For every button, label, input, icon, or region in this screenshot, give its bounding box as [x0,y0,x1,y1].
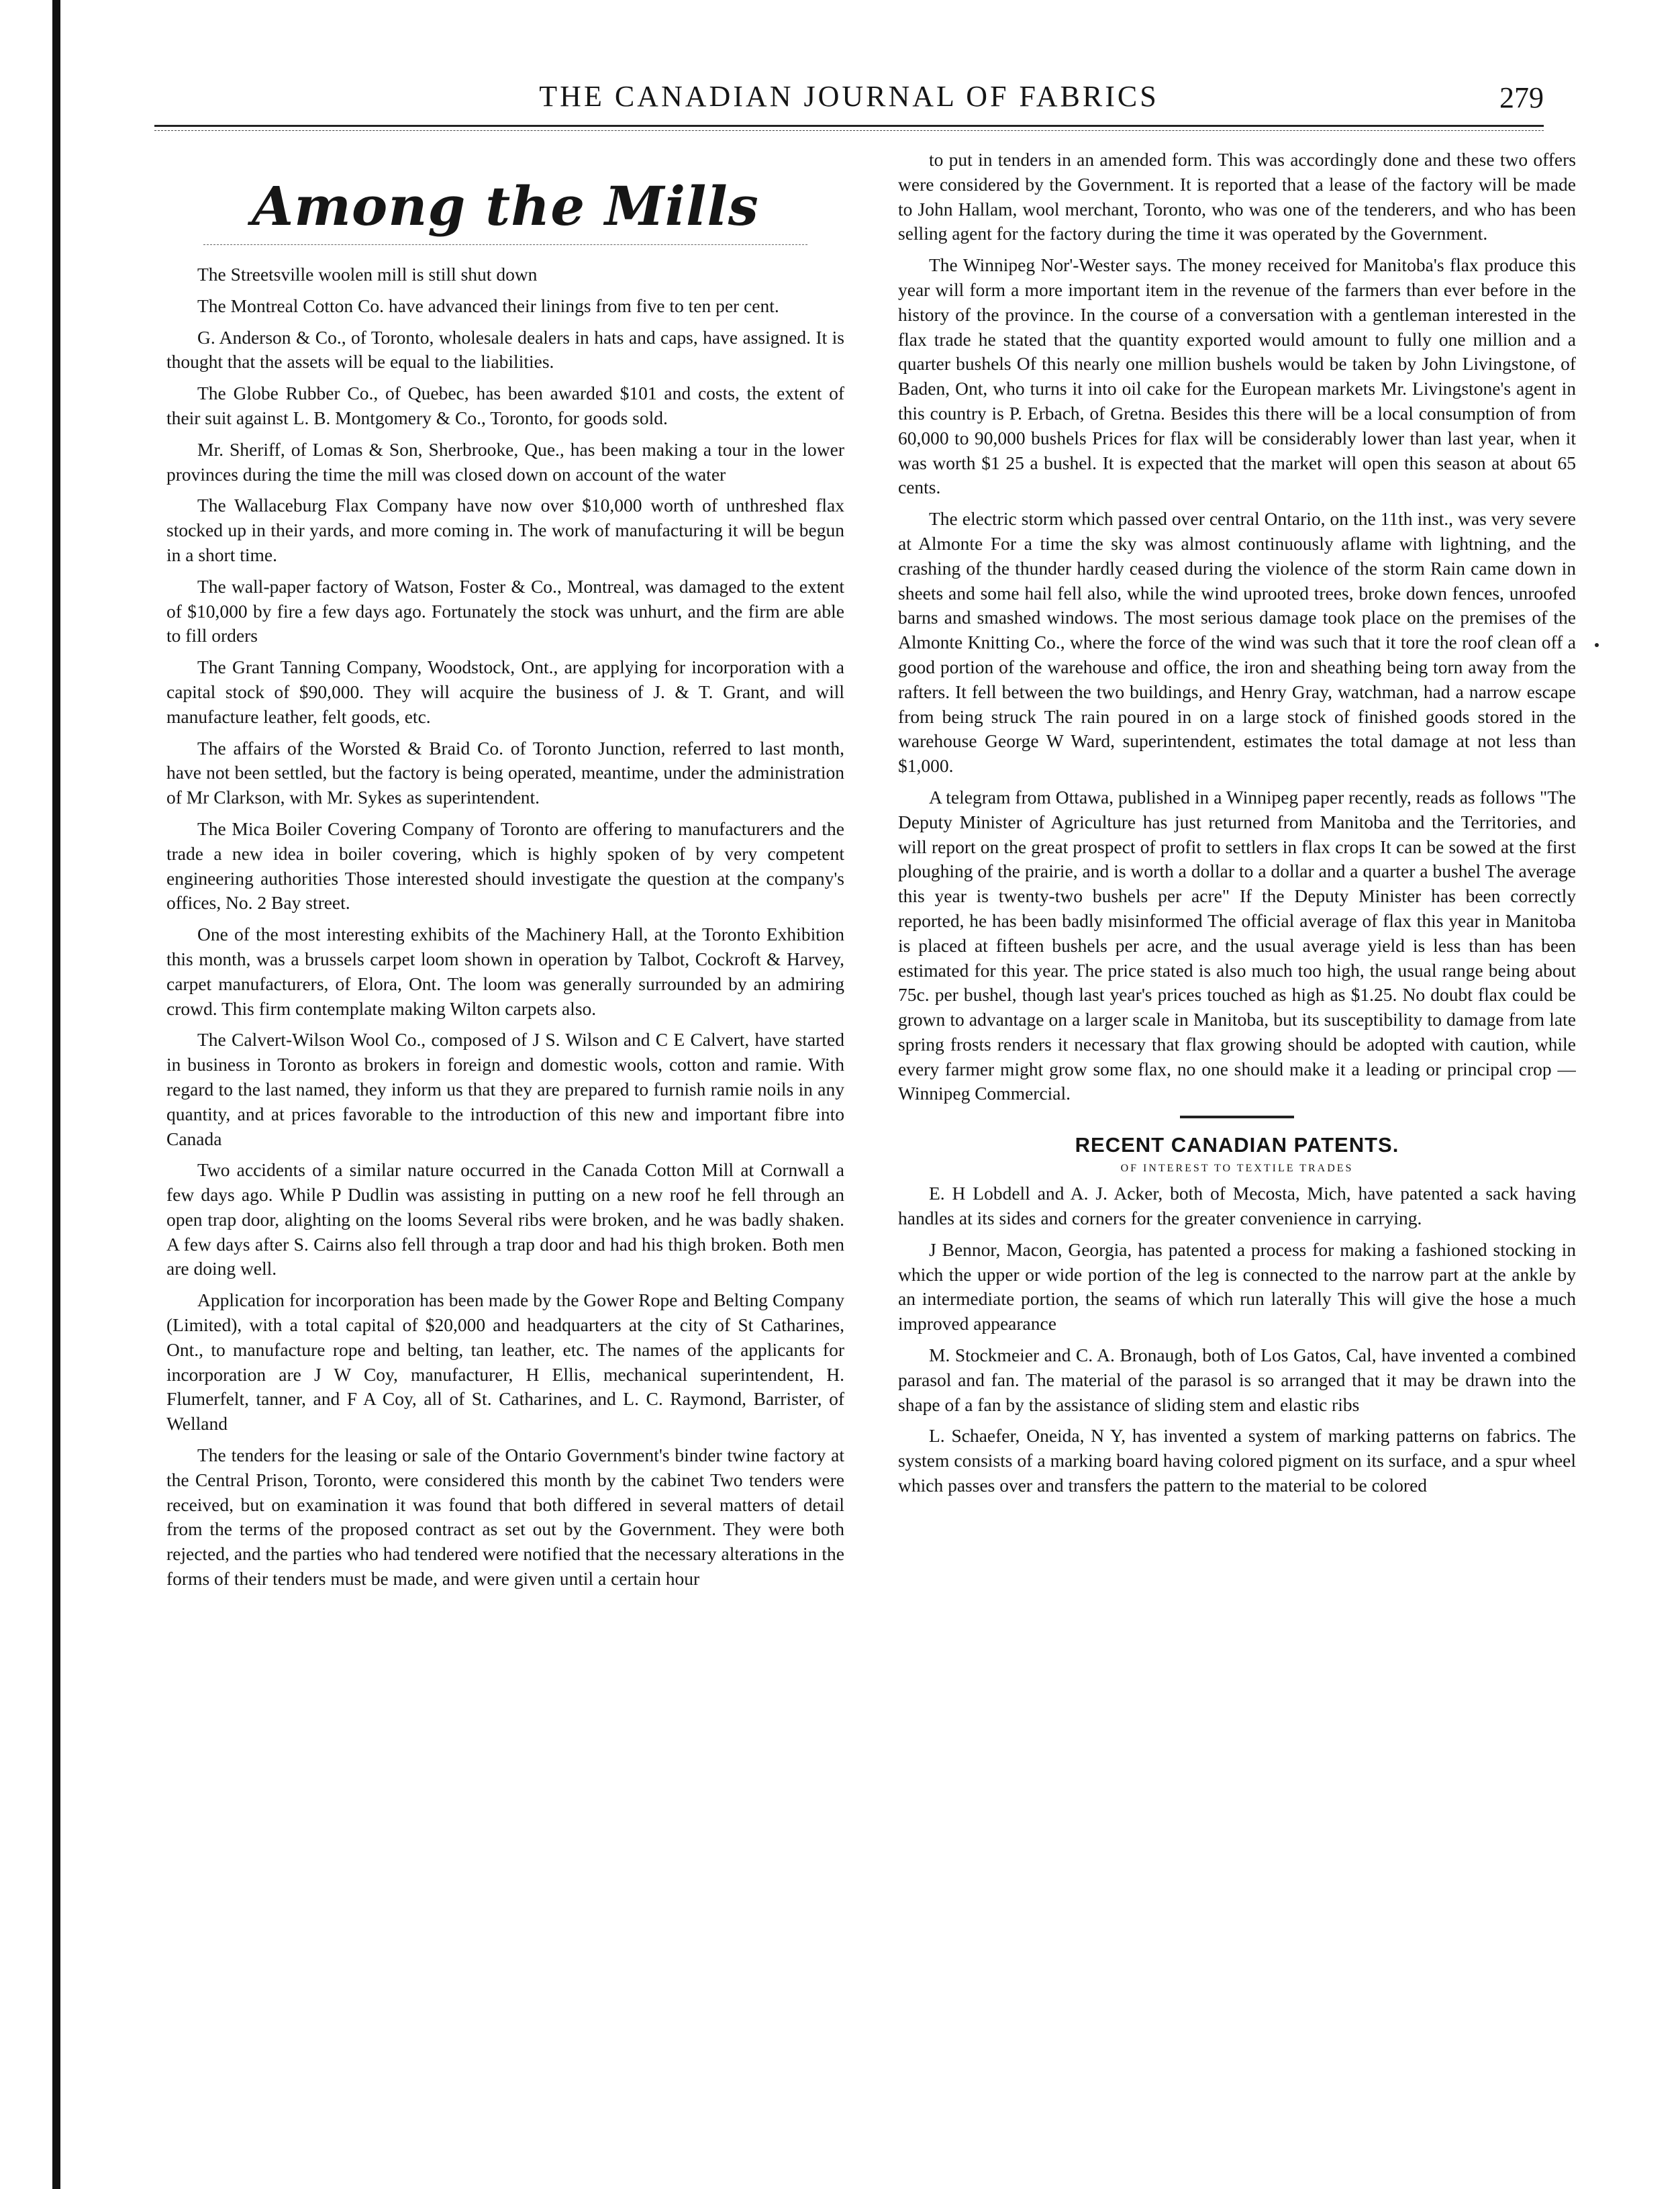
patents-subheading: OF INTEREST TO TEXTILE TRADES [1120,1163,1354,1175]
margin-mark [1595,643,1599,647]
journal-title: THE CANADIAN JOURNAL OF FABRICS [539,80,1159,113]
paragraph: The Streetsville woolen mill is still shut down [197,264,538,285]
paragraph: G. Anderson & Co., of Toronto, wholesale dealers in hats and caps, have assigned. It is thought that the assets will be equal to the liabilities. [166,326,844,373]
paragraph: The Calvert-Wilson Wool Co., composed of J S. Wilson and C E Calvert, have started in business in Toronto as brokers in foreign and domestic wools, cotton and ramie. With regard to the last named, they inform us that they are prepared to furnish ramie noils in any quantity, and at prices favorable to the introduction of this new and important fibre into Canada [166,1029,844,1149]
paragraph: A telegram from Ottawa, published in a Winnipeg paper recently, reads as follows "The Deputy Minister of Agriculture has just returned from Manitoba and the Territories, and will report on the great prospect of profit to settlers in flax crops It can be sowed at the first ploughing of the prairie, and is worth a dollar to a dollar and a quarter a bushel The average this year is twenty-two bushels per acre" If the Deputy Minister has been correctly reported, he has been badly misinformed The official average of flax this year in Manitoba is placed at fifteen bushels per acre, and the usual average yield is less than has been estimated for this year. The price stated is also much too high, the usual range being about 75c. per bushel, though last year's prices touched as high as $1.25. No doubt flax could be grown to advantage on a larger scale in Manitoba, but its susceptibility to damage from late spring frosts renders it necessary that flax growing should be adopted with caution, while every farmer might grow some flax, no one should make it a leading or principal crop —Winnipeg Commercial. [898,786,1576,1104]
paragraph: The tenders for the leasing or sale of the Ontario Government's binder twine factory at the Central Prison, Toronto, were considered this month by the cabinet Two tenders were received, but on examination it was found that both differed in several matters of detail from the terms of the proposed contract as set out by the Government. They were both rejected, and the parties who had tendered were notified that the necessary alterations in the forms of their tenders must be made, and were given until a certain hour [166,1445,844,1590]
patents-heading: RECENT CANADIAN PATENTS. [1075,1133,1399,1157]
paragraph: The Winnipeg Nor'-Wester says. The money received for Manitoba's flax produce this year will form a more important item in the revenue of the farmers than ever before in the history of the province. In the course of a conversation with a gentleman interested in the flax trade he stated that the quantity exported would amount to fully one million and a quarter bushels Of this nearly one million bushels would be taken by John Livingstone, of Baden, Ont, who turns it into oil cake for the European markets Mr. Livingstone's agent in this country is P. Erbach, of Gretna. Besides this there will be a local consumption of from 60,000 to 90,000 bushels Prices for flax will be considerably lower than last year, when it was worth $1 25 a bushel. It is expected that the market will open this season at about 65 cents. [898,254,1576,498]
right-column [898,148,1576,2155]
section-title-rule [203,244,807,245]
patent-item: J Bennor, Macon, Georgia, has patented a process for making a fashioned stocking in which the upper or wide portion of the leg is connected to the narrow part at the ankle by an intermediate portion, the seams of which run laterally This will give the hose a much improved appearance [898,1238,1576,1334]
header-rule [154,125,1544,127]
patent-item: M. Stockmeier and C. A. Bronaugh, both of Los Gatos, Cal, have invented a combined parasol and fan. The material of the parasol is so arranged that it may be drawn into the shape of a fan by the assistance of sliding stem and elastic ribs [898,1345,1576,1415]
paragraph: The wall-paper factory of Watson, Foster & Co., Montreal, was damaged to the extent of $10,000 by fire a few days ago. Fortunately the stock was unhurt, and the firm are able to fill orders [166,575,844,646]
left-column [166,148,844,2155]
paragraph: to put in tenders in an amended form. This was accordingly done and these two offers were considered by the Government. It is reported that a lease of the factory will be made to John Hallam, wool merchant, Toronto, who was one of the tenderers, and who has been selling agent for the factory during the time it was operated by the Government. [898,149,1576,244]
paragraph: The Grant Tanning Company, Woodstock, Ont., are applying for incorporation with a capital stock of $90,000. They will acquire the business of J. & T. Grant, and will manufacture leather, felt goods, etc. [166,656,844,727]
patent-item: L. Schaefer, Oneida, N Y, has invented a system of marking patterns on fabrics. The system consists of a marking board having colored pigment on its surface, and a spur wheel which passes over and transfers the pattern to the material to be colored [898,1425,1576,1496]
page-number: 279 [1499,81,1544,114]
binding-edge [52,0,60,2189]
running-header [154,79,1544,140]
patent-item: E. H Lobdell and A. J. Acker, both of Mecosta, Mich, have patented a sack having handles at its sides and corners for the greater convenience in carrying. [898,1183,1576,1229]
paragraph: The affairs of the Worsted & Braid Co. of Toronto Junction, referred to last month, have not been settled, but the factory is being operated, meantime, under the administration of Mr Clarkson, with Mr. Sykes as superintendent. [166,737,844,808]
header-rule-dashed [154,130,1544,131]
paragraph: The Wallaceburg Flax Company have now over $10,000 worth of unthreshed flax stocked up in their yards, and more coming in. The work of manufacturing it will be begun in a short time. [166,495,844,565]
paragraph: Two accidents of a similar nature occurred in the Canada Cotton Mill at Cornwall a few days ago. While P Dudlin was assisting in putting on a new roof he fell through an open trap door, alighting on the looms Several ribs were broken, and he was badly shaken. A few days after S. Cairns also fell through a trap door and had his thigh broken. Both men are doing well. [166,1159,844,1279]
section-title: Among the Mills [252,175,759,238]
paragraph: The Mica Boiler Covering Company of Toronto are offering to manufacturers and the trade a new idea in boiler covering, which is highly spoken of by very competent engineering authorities Those interested should investigate the question at the company's offices, No. 2 Bay street. [166,818,844,914]
paragraph: The Montreal Cotton Co. have advanced their linings from five to ten per cent. [197,295,779,316]
paragraph: One of the most interesting exhibits of the Machinery Hall, at the Toronto Exhibition this month, was a brussels carpet loom shown in operation by Talbot, Cockroft & Harvey, carpet manufacturers, of Elora, Ont. The loom was generally surrounded by an admiring crowd. This firm contemplate making Wilton carpets also. [166,924,844,1019]
paragraph: The electric storm which passed over central Ontario, on the 11th inst., was very severe at Almonte For a time the sky was almost continuously aflame with lightning, and the crashing of the thunder hardly ceased during the violence of the storm Rain came down in sheets and some hail fell also, while the wind uprooted trees, broke down fences, unroofed barns and smashed windows. The most serious damage took place on the premises of the Almonte Knitting Co., where the force of the wind was such that it tore the roof clean off a good portion of the warehouse and office, the iron and sheathing being torn away from the rafters. It fell between the two buildings, and Henry Gray, watchman, had a narrow escape from being struck The rain poured in on a large stock of finished goods stored in the warehouse George W Ward, superintendent, estimates the total damage at not less than $1,000. [898,508,1576,777]
paragraph: Application for incorporation has been made by the Gower Rope and Belting Company (Limited), with a total capital of $20,000 and headquarters at the city of St Catharines, Ont., to manufacture rope and belting, tan leather, etc. The names of the applicants for incorporation are J W Coy, manufacturer, H Ellis, mechanical superintendent, H. Flumerfelt, tanner, and F A Coy, all of St. Catharines, and L. C. Raymond, Barrister, of Welland [166,1290,844,1434]
patents-divider [1180,1116,1294,1118]
paragraph: Mr. Sheriff, of Lomas & Son, Sherbrooke, Que., has been making a tour in the lower provinces during the time the mill was closed down on account of the water [166,438,844,485]
paragraph: The Globe Rubber Co., of Quebec, has been awarded $101 and costs, the extent of their suit against L. B. Montgomery & Co., Toronto, for goods sold. [166,383,844,428]
